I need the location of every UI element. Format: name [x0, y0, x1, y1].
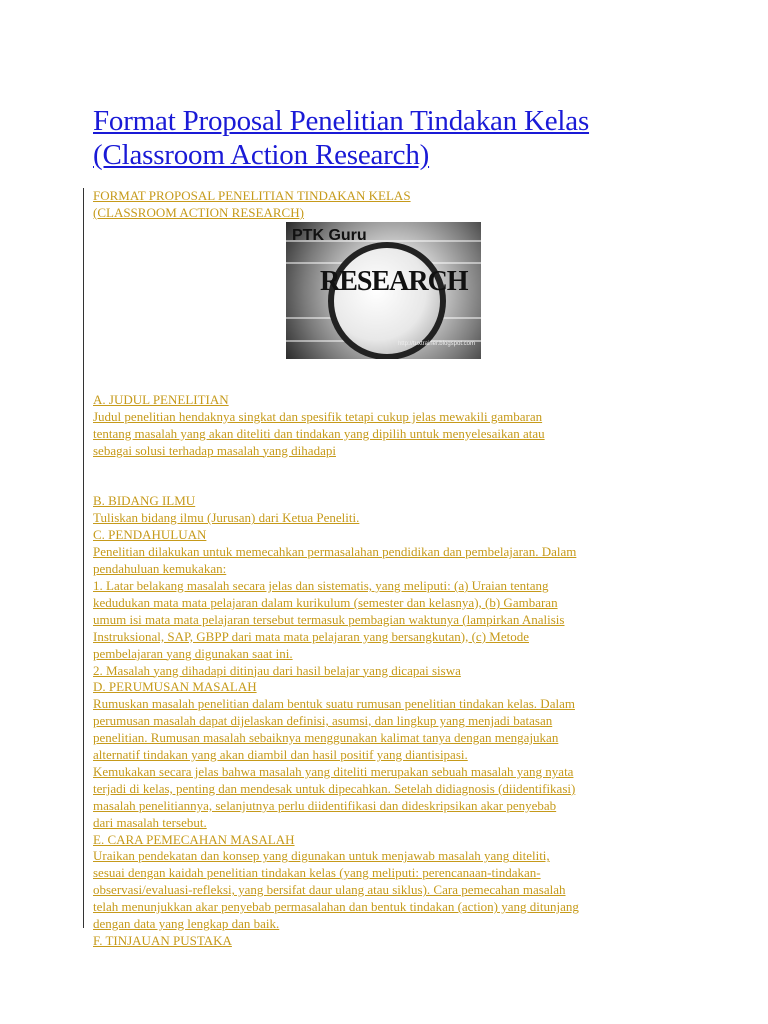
text-line[interactable]: dengan data yang lengkap dan baik. [93, 916, 280, 932]
text-line[interactable]: pembelajaran yang digunakan saat ini. [93, 645, 293, 661]
research-image[interactable] [286, 222, 481, 359]
text-line[interactable]: Kemukakan secara jelas bahwa masalah yang diteliti merupakan sebuah masalah yang nyata [93, 763, 574, 779]
text-line[interactable]: Judul penelitian hendaknya singkat dan spesifik tetapi cukup jelas mewakili gambaran [93, 408, 543, 424]
text-line[interactable]: Penelitian dilakukan untuk memecahkan permasalahan pendidikan dan pembelajaran. Dalam [93, 544, 577, 560]
image-label: PTK Guru [292, 226, 367, 244]
text-line[interactable]: alternatif tindakan yang akan diambil dan hasil positif yang diantisipasi. [93, 747, 468, 763]
text-line[interactable]: penelitian. Rumusan masalah sebaiknya menggunakan kalimat tanya dengan mengajukan [93, 730, 559, 746]
text-line[interactable]: 1. Latar belakang masalah secara jelas dan sistematis, yang meliputi: (a) Uraian tentang [93, 577, 549, 593]
text-line[interactable]: Rumuskan masalah penelitian dalam bentuk suatu rumusan penelitian tindakan kelas. Dalam [93, 696, 575, 712]
image-url: http://tuxtrainer.blogspot.com [397, 340, 475, 347]
text-line[interactable]: sebagai solusi terhadap masalah yang dihadapi [93, 442, 336, 458]
spacer [93, 459, 693, 493]
text-line[interactable]: B. BIDANG ILMU [93, 493, 196, 509]
image-container [93, 222, 733, 392]
text-line[interactable]: terjadi di kelas, penting dan mendesak untuk dipecahkan. Setelah didiagnosis (diidentifikasi) [93, 780, 576, 796]
text-line[interactable]: telah menunjukkan akar penyebab permasalahan dan bentuk tindakan (action) yang ditunjang [93, 899, 579, 915]
page-title[interactable]: Format Proposal Penelitian Tindakan Kelas (Classroom Action Research) [93, 105, 590, 171]
intro-line[interactable]: FORMAT PROPOSAL PENELITIAN TINDAKAN KELAS [93, 188, 411, 203]
text-line[interactable]: dari masalah tersebut. [93, 814, 207, 830]
sections-b-to-f [93, 493, 693, 949]
text-line[interactable]: pendahuluan kemukakan: [93, 561, 227, 577]
text-line[interactable]: perumusan masalah dapat dijelaskan definisi, asumsi, dan lingkup yang menjadi batasan [93, 713, 553, 729]
intro-line[interactable]: (CLASSROOM ACTION RESEARCH) [93, 204, 304, 220]
text-line[interactable]: D. PERUMUSAN MASALAH [93, 679, 257, 695]
text-line[interactable]: Instruksional, SAP, GBPP dari mata mata pelajaran yang bersangkutan), (c) Metode [93, 628, 529, 644]
document-body [93, 188, 693, 950]
left-border-line [83, 188, 84, 928]
text-line[interactable]: C. PENDAHULUAN [93, 527, 207, 543]
text-line[interactable]: E. CARA PEMECAHAN MASALAH [93, 831, 295, 847]
text-line[interactable]: A. JUDUL PENELITIAN [93, 391, 229, 407]
text-line[interactable]: Tuliskan bidang ilmu (Jurusan) dari Ketua Peneliti. [93, 510, 360, 526]
text-line[interactable]: tentang masalah yang akan diteliti dan tindakan yang dipilih untuk menyelesaikan atau [93, 425, 545, 441]
section-a [93, 392, 693, 460]
intro-block [93, 188, 693, 222]
text-line[interactable]: sesuai dengan kaidah penelitian tindakan kelas (yang meliputi: perencanaan-tindakan- [93, 865, 541, 881]
text-line[interactable]: Uraikan pendekatan dan konsep yang digunakan untuk menjawab masalah yang diteliti, [93, 848, 550, 864]
text-line[interactable]: 2. Masalah yang dihadapi ditinjau dari hasil belajar yang dicapai siswa [93, 662, 461, 678]
text-line[interactable]: kedudukan mata mata pelajaran dalam kurikulum (semester dan kelasnya), (b) Gambaran [93, 594, 558, 610]
image-word: RESEARCH [320, 265, 468, 297]
text-line[interactable]: umum isi mata mata pelajaran tersebut termasuk pembagian waktunya (lampirkan Analisis [93, 611, 565, 627]
text-line[interactable]: masalah penelitiannya, selanjutnya perlu diidentifikasi dan dideskripsikan akar penyebab [93, 797, 557, 813]
text-line[interactable]: F. TINJAUAN PUSTAKA [93, 933, 232, 948]
text-line[interactable]: observasi/evaluasi-refleksi, yang bersifat daur ulang atau siklus). Cara pemecahan masalah [93, 882, 566, 898]
